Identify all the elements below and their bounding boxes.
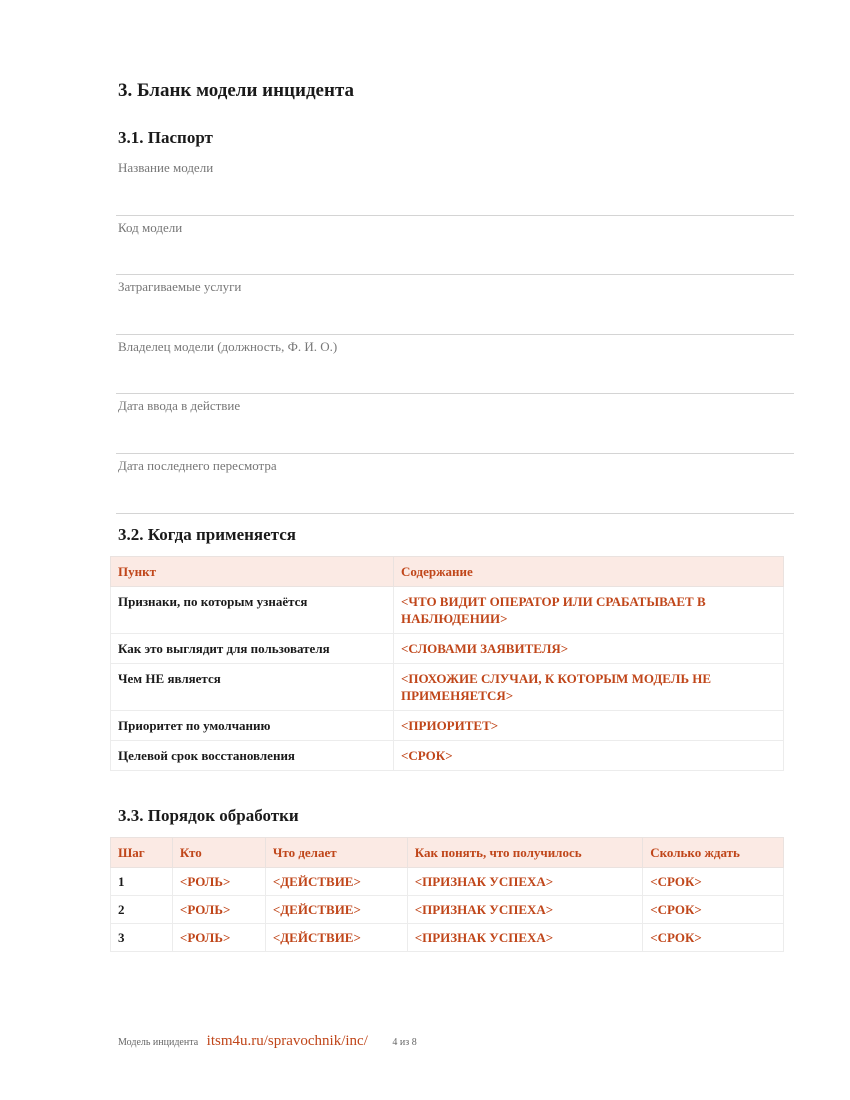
table-cell: <ЧТО ВИДИТ ОПЕРАТОР ИЛИ СРАБАТЫВАЕТ В НАБЛЮДЕНИИ>	[394, 587, 784, 634]
column-header: Как понять, что получилось	[407, 838, 643, 868]
table-cell: <ПРИОРИТЕТ>	[394, 711, 784, 741]
table-row	[111, 711, 784, 741]
when-applies-table	[110, 556, 784, 771]
affected-services-field[interactable]	[116, 275, 794, 335]
passport-form	[116, 156, 794, 514]
table-row	[111, 896, 784, 924]
field-label: Дата последнего пересмотра	[118, 457, 277, 473]
field-label: Название модели	[118, 160, 214, 175]
table-cell: <РОЛЬ>	[172, 924, 265, 952]
model-code-field[interactable]	[116, 216, 794, 276]
column-header: Шаг	[111, 838, 173, 868]
table-row	[111, 634, 784, 664]
table-cell: Как это выглядит для пользователя	[111, 634, 394, 664]
column-header: Кто	[172, 838, 265, 868]
table-cell: <ДЕЙСТВИЕ>	[265, 924, 407, 952]
table-cell: <СРОК>	[643, 896, 784, 924]
procedure-table	[110, 837, 784, 952]
last-review-date-field[interactable]	[116, 454, 794, 514]
table-cell: <ДЕЙСТВИЕ>	[265, 896, 407, 924]
table-row	[111, 868, 784, 896]
column-header: Сколько ждать	[643, 838, 784, 868]
table-row	[111, 924, 784, 952]
page-number: 4 из 8	[392, 1037, 417, 1048]
field-label: Код модели	[118, 219, 183, 235]
table-cell: <ДЕЙСТВИЕ>	[265, 868, 407, 896]
footer-link[interactable]: itsm4u.ru/spravochnik/inc/	[206, 1033, 368, 1049]
table-cell: <СРОК>	[394, 741, 784, 771]
table-cell: Целевой срок восстановления	[111, 741, 394, 771]
model-owner-field[interactable]	[116, 335, 794, 395]
field-label: Дата ввода в действие	[118, 398, 241, 414]
table-cell: Приоритет по умолчанию	[111, 711, 394, 741]
step-number: 1	[111, 868, 173, 896]
column-header: Пункт	[111, 557, 394, 587]
page-footer	[118, 1033, 417, 1050]
table-cell: <ПРИЗНАК УСПЕХА>	[407, 924, 643, 952]
effective-date-field[interactable]	[116, 394, 794, 454]
table-cell: <ПОХОЖИЕ СЛУЧАИ, К КОТОРЫМ МОДЕЛЬ НЕ ПРИМЕНЯЕТСЯ>	[394, 664, 784, 711]
table-cell: <ПРИЗНАК УСПЕХА>	[407, 896, 643, 924]
table-row	[111, 664, 784, 711]
field-label: Затрагиваемые услуги	[118, 279, 242, 295]
model-name-field[interactable]	[116, 156, 794, 216]
table-cell: <СРОК>	[643, 924, 784, 952]
table-header-row	[111, 838, 784, 868]
step-number: 3	[111, 924, 173, 952]
table-cell: <СРОК>	[643, 868, 784, 896]
footer-doc-name: Модель инцидента	[118, 1037, 199, 1048]
step-number: 2	[111, 896, 173, 924]
table-cell: <ПРИЗНАК УСПЕХА>	[407, 868, 643, 896]
field-label: Владелец модели (должность, Ф. И. О.)	[118, 338, 338, 354]
table-cell: Признаки, по которым узнаётся	[111, 587, 394, 634]
page-title: 3. Бланк модели инцидента	[118, 80, 355, 101]
table-row	[111, 741, 784, 771]
table-header-row	[111, 557, 784, 587]
section-heading-passport: 3.1. Паспорт	[118, 128, 213, 147]
table-cell: <РОЛЬ>	[172, 896, 265, 924]
table-row	[111, 587, 784, 634]
section-heading-procedure: 3.3. Порядок обработки	[118, 806, 299, 825]
column-header: Содержание	[394, 557, 784, 587]
section-heading-when-applies: 3.2. Когда применяется	[118, 525, 296, 544]
table-cell: <СЛОВАМИ ЗАЯВИТЕЛЯ>	[394, 634, 784, 664]
column-header: Что делает	[265, 838, 407, 868]
table-cell: Чем НЕ является	[111, 664, 394, 711]
table-cell: <РОЛЬ>	[172, 868, 265, 896]
